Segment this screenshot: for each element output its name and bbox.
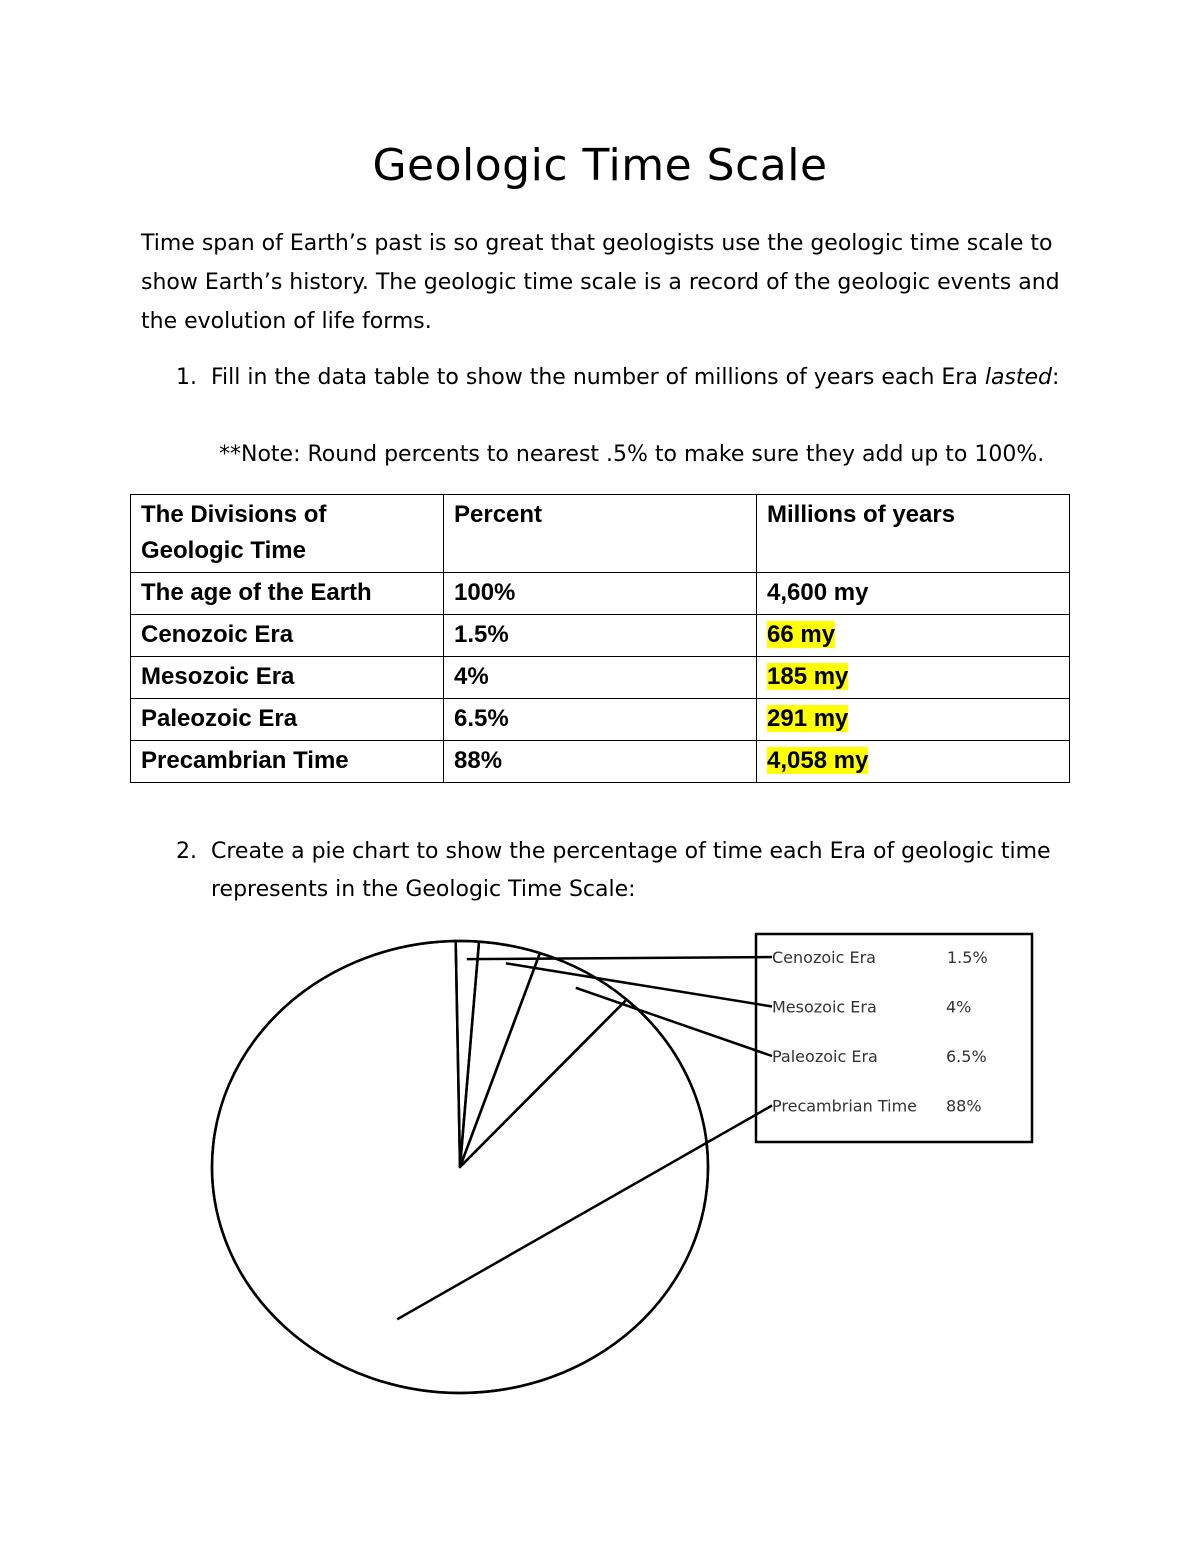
pie-legend	[772, 948, 988, 1116]
legend-value: 6.5%	[946, 1047, 987, 1066]
years-value: 4,600 my	[767, 579, 869, 606]
page-title: Geologic Time Scale	[372, 140, 828, 191]
question-1-text-main: Fill in the data table to show the number of millions of years each Era	[211, 365, 978, 390]
question-2-text: Create a pie chart to show the percentage of time each Era of geologic time represents in the Geologic Time Scale:	[211, 839, 1051, 902]
division-cell: Mesozoic Era	[131, 657, 444, 699]
division-cell: The age of the Earth	[131, 573, 444, 615]
percent-cell: 4%	[444, 657, 757, 699]
question-2-number: 2.	[176, 839, 197, 864]
percent-cell: 88%	[444, 741, 757, 783]
header-percent: Percent	[444, 495, 757, 573]
years-value-highlighted: 291 my	[767, 705, 849, 732]
legend-label: Precambrian Time	[772, 1096, 917, 1116]
years-value-highlighted: 185 my	[767, 663, 849, 690]
rounding-note: **Note: Round percents to nearest .5% to make sure they add up to 100%.	[219, 442, 1045, 467]
pie-leader-lines	[397, 957, 772, 1319]
legend-label: Cenozoic Era	[772, 948, 876, 967]
pie-slice-paleozoic-era	[460, 953, 627, 1167]
percent-cell: 100%	[444, 573, 757, 615]
question-1-text-end: :	[1052, 365, 1060, 390]
division-cell: Paleozoic Era	[131, 699, 444, 741]
leader-line	[506, 963, 772, 1006]
division-cell: Precambrian Time	[131, 741, 444, 783]
question-1-text-italic: lasted	[984, 365, 1053, 390]
leader-line	[467, 957, 772, 959]
years-value-highlighted: 66 my	[767, 621, 836, 648]
percent-cell: 6.5%	[444, 699, 757, 741]
years-value-highlighted: 4,058 my	[767, 747, 869, 774]
header-divisions: The Divisions of Geologic Time	[131, 495, 444, 573]
legend-value: 88%	[946, 1096, 982, 1116]
division-cell: Cenozoic Era	[131, 615, 444, 657]
question-1-number: 1.	[176, 365, 197, 390]
legend-label: Mesozoic Era	[772, 997, 877, 1017]
legend-value: 1.5%	[947, 948, 988, 967]
percent-cell: 1.5%	[444, 615, 757, 657]
legend-label: Paleozoic Era	[772, 1047, 878, 1066]
legend-value: 4%	[946, 997, 972, 1017]
header-millions: Millions of years	[757, 495, 1070, 573]
leader-line	[397, 1106, 772, 1320]
intro-paragraph: Time span of Earth’s past is so great that geologists use the geologic time scale to show Earth’s history. The geologic time scale is a record of the geologic events and the evolution of life forms.	[141, 231, 1060, 334]
